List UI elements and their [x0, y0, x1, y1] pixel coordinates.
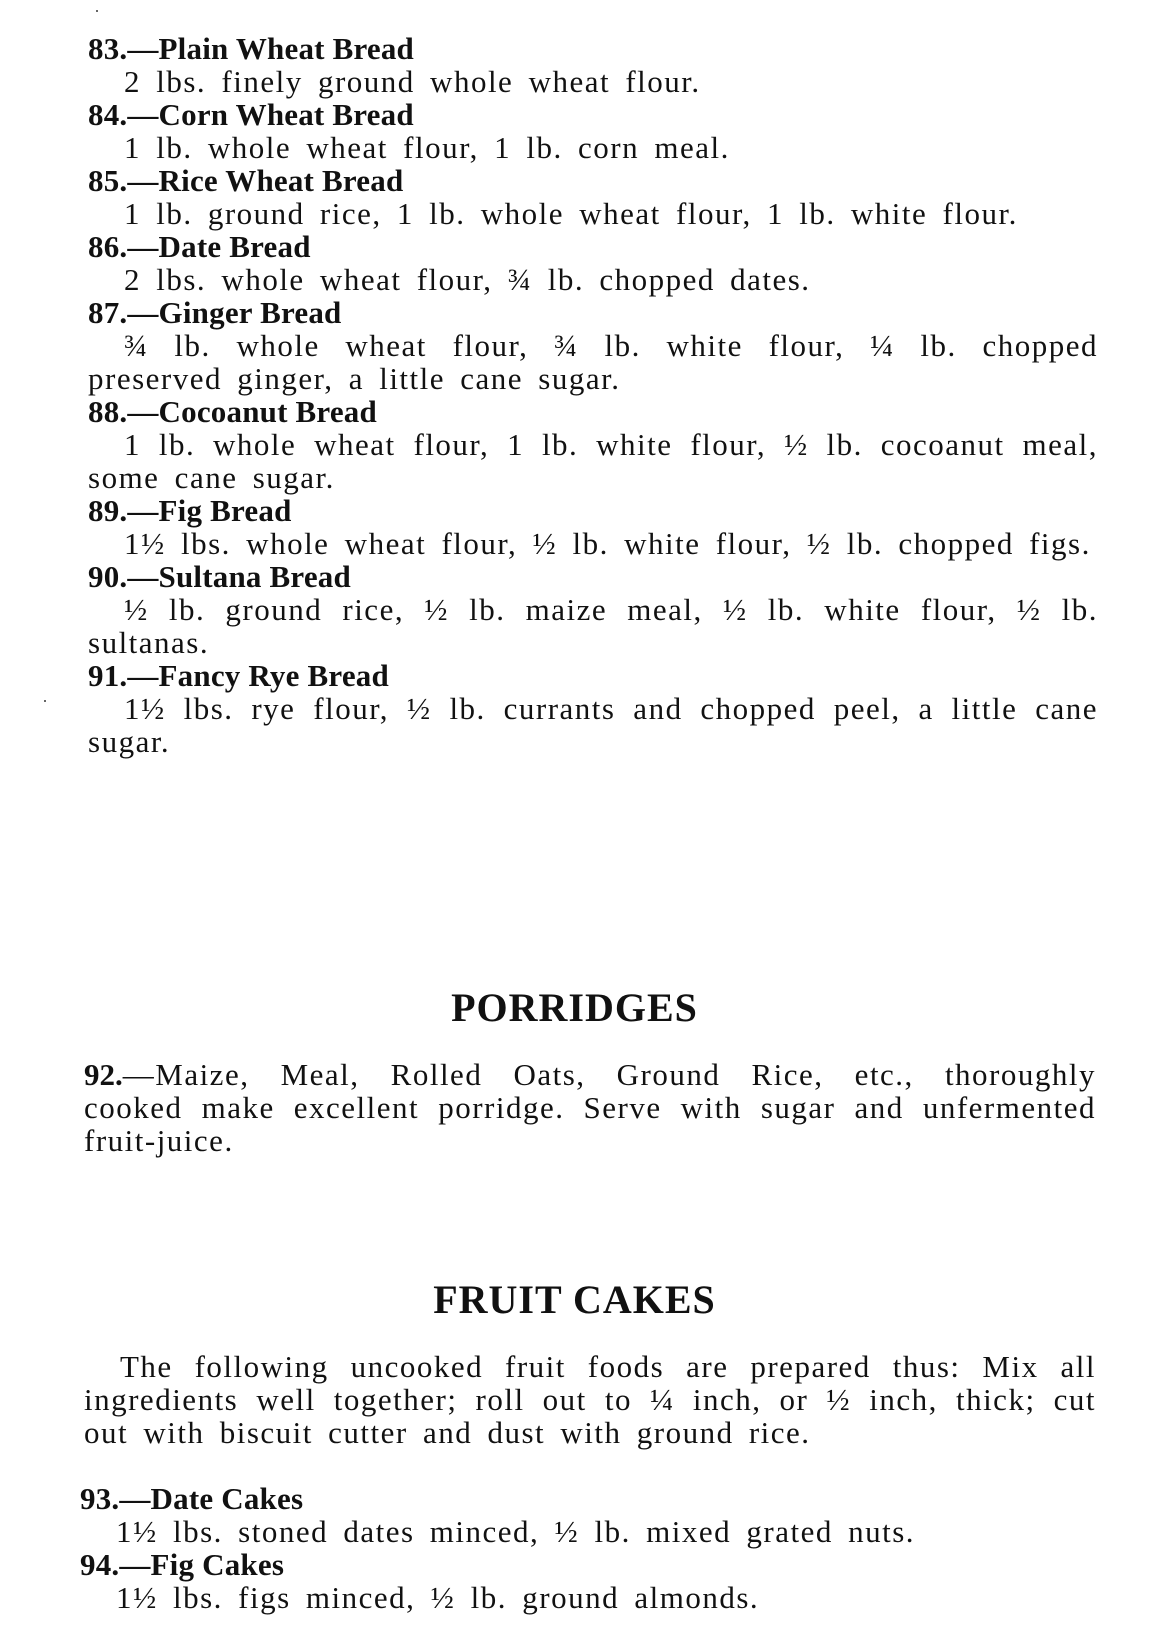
fruit-cake-recipes: [80, 1482, 1098, 1614]
recipe-text: 1½ lbs. rye flour, ½ lb. currants and chopped peel, a little cane sugar.: [88, 691, 1098, 759]
recipe-title: 93.—Date Cakes: [80, 1481, 304, 1516]
recipe-text: 2 lbs. whole wheat flour, ¾ lb. chopped dates.: [124, 262, 811, 297]
recipe-text: 1½ lbs. stoned dates minced, ½ lb. mixed grated nuts.: [116, 1514, 916, 1549]
recipe-text: 1 lb. ground rice, 1 lb. whole wheat flour, 1 lb. white flour.: [124, 196, 1018, 231]
recipe-89: [88, 494, 1098, 560]
recipe-88: [88, 395, 1098, 494]
recipe-title: 89.—Fig Bread: [88, 493, 292, 528]
porridges-text: —Maize, Meal, Rolled Oats, Ground Rice, etc., thoroughly cooked make excellent porridge. Serve with sugar and unfermented fruit-juice.: [84, 1057, 1096, 1158]
recipe-text: 1 lb. whole wheat flour, 1 lb. white flour, ½ lb. cocoanut meal, some cane sugar.: [88, 427, 1098, 495]
recipe-text: 1 lb. whole wheat flour, 1 lb. corn meal.: [124, 130, 730, 165]
recipe-title: 83.—Plain Wheat Bread: [88, 31, 414, 66]
recipe-title: 86.—Date Bread: [88, 229, 311, 264]
recipe-title: 85.—Rice Wheat Bread: [88, 163, 404, 198]
recipe-93: [80, 1482, 1098, 1548]
recipe-86: [88, 230, 1098, 296]
recipe-title: 94.—Fig Cakes: [80, 1547, 285, 1582]
recipe-title: 84.—Corn Wheat Bread: [88, 97, 414, 132]
print-speck: [96, 10, 98, 12]
recipe-number: 92.: [84, 1057, 123, 1092]
recipe-83: [88, 32, 1098, 98]
recipe-title: 88.—Cocoanut Bread: [88, 394, 377, 429]
recipe-87: [88, 296, 1098, 395]
recipe-title: 87.—Ginger Bread: [88, 295, 342, 330]
recipe-text: ¾ lb. whole wheat flour, ¾ lb. white flour, ¼ lb. chopped preserved ginger, a little cane sugar.: [88, 328, 1098, 396]
recipe-text: 1½ lbs. figs minced, ½ lb. ground almonds.: [116, 1580, 760, 1615]
section-heading-porridges: PORRIDGES: [451, 985, 698, 1030]
recipe-text: 1½ lbs. whole wheat flour, ½ lb. white flour, ½ lb. chopped figs.: [124, 526, 1091, 561]
recipe-85: [88, 164, 1098, 230]
recipe-90: [88, 560, 1098, 659]
section-heading-fruit-cakes: FRUIT CAKES: [433, 1277, 716, 1322]
fruit-cakes-intro: The following uncooked fruit foods are prepared thus: Mix all ingredients well together; roll out to ¼ inch, or ½ inch, thick; cut out with biscuit cutter and dust with ground rice.: [84, 1349, 1096, 1450]
recipe-text: ½ lb. ground rice, ½ lb. maize meal, ½ lb. white flour, ½ lb. sultanas.: [88, 592, 1098, 660]
recipe-text: 2 lbs. finely ground whole wheat flour.: [124, 64, 701, 99]
recipe-84: [88, 98, 1098, 164]
recipe-title: 90.—Sultana Bread: [88, 559, 351, 594]
print-speck: [44, 700, 46, 702]
porridges-paragraph: [84, 1058, 1096, 1157]
bread-recipes: [88, 32, 1098, 758]
recipe-94: [80, 1548, 1098, 1614]
recipe-91: [88, 659, 1098, 758]
recipe-title: 91.—Fancy Rye Bread: [88, 658, 389, 693]
